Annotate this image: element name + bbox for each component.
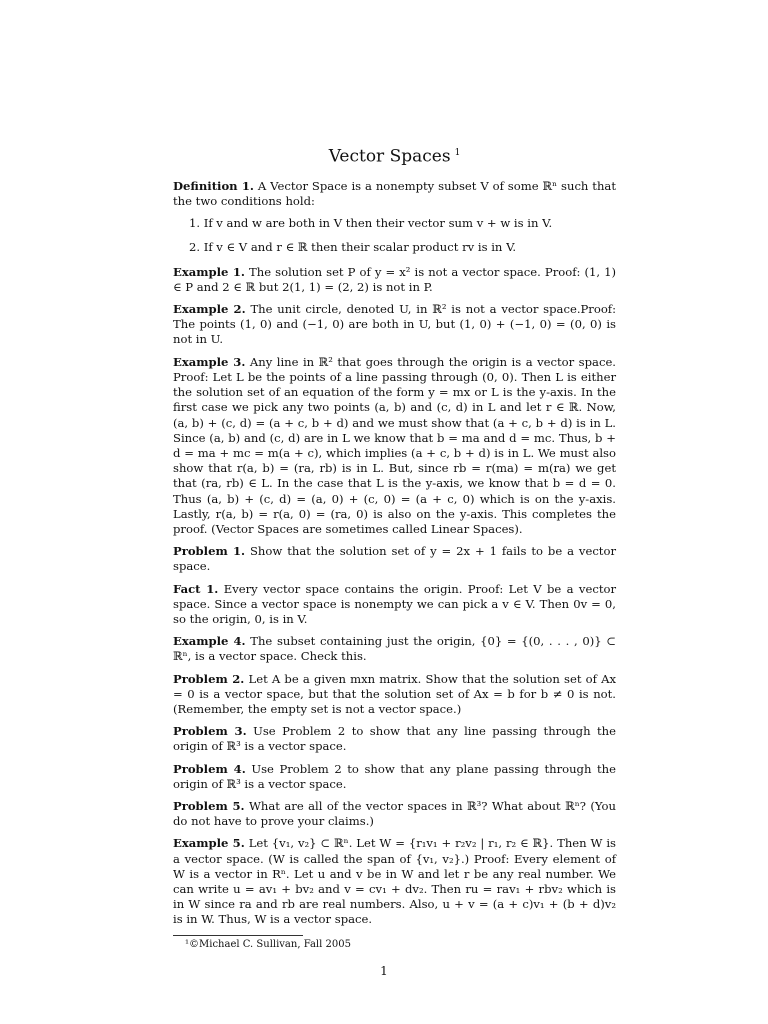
paragraph-text: Use Problem 2 to show that any plane passing through the origin of ℝ³ is a vector space.	[173, 761, 616, 791]
example-5	[173, 836, 616, 927]
paragraph-label: Problem 1.	[173, 544, 246, 559]
paragraph-text: Show that the solution set of y = 2x + 1 fails to be a vector space.	[173, 544, 616, 574]
paragraph-label: Problem 2.	[173, 671, 245, 686]
page-number: 1	[380, 964, 388, 978]
title-text: Vector Spaces	[328, 146, 451, 167]
list-item: 1. If v and w are both in V then their vector sum v + w is in V.	[189, 216, 553, 231]
paragraph-text: Any line in ℝ² that goes through the origin is a vector space. Proof: Let L be the points of a line passing through (0, 0). Then L is either the solution set of an equation of the form y = mx or L is the y-axis. In the first case we pick any two points (a, b) and (c, d) in L and let r ∈ ℝ. Now, (a, b) + (c, d) = (a + c, b + d) and we must show that (a + c, b + d) is in L. Since (a, b) and (c, d) are in L we know that b = ma and d = mc. Thus, b + d = ma + mc = m(a + c), which implies (a + c, b + d) is in L. We must also show that r(a, b) = (ra, rb) is in L. But, since rb = r(ma) = m(ra) we get that (ra, rb) ∈ L. In the case that L is the y-axis, we know that b = d = 0. Thus (a, b) + (c, d) = (a, 0) + (c, 0) = (a + c, 0) which is on the y-axis. Lastly, r(a, b) = r(a, 0) = (ra, 0) is also on the y-axis. This completes the proof. (Vector Spaces are sometimes called Linear Spaces).	[173, 354, 616, 536]
paragraph-label: Example 5.	[173, 836, 245, 851]
paragraph-text: Let {v₁, v₂} ⊂ ℝⁿ. Let W = {r₁v₁ + r₂v₂ | r₁, r₂ ∈ ℝ}. Then W is a vector space. (W is called the span of {v₁, v₂}.) Proof: Every element of W is a vector in Rⁿ. Let u and v be in W and let r be any real number. We can write u = av₁ + bv₂ and v = cv₁ + dv₂. Then ru = rav₁ + rbv₂ which is in W since ra and rb are real numbers. Also, u + v = (a + c)v₁ + (b + d)v₂ is in W. Thus, W is a vector space.	[173, 836, 617, 927]
problem-3	[173, 724, 616, 754]
problem-2	[173, 672, 616, 718]
paragraph-label: Definition 1.	[173, 178, 254, 193]
paragraph-label: Problem 5.	[173, 798, 245, 813]
paragraph-label: Example 1.	[173, 264, 245, 279]
document-page	[173, 146, 616, 951]
footnote-divider	[173, 935, 303, 936]
footnote: ¹©Michael C. Sullivan, Fall 2005	[185, 938, 351, 950]
problem-5	[173, 799, 616, 829]
paragraph-label: Example 3.	[173, 354, 246, 369]
paragraph-label: Example 2.	[173, 302, 246, 317]
fact-1	[173, 582, 616, 628]
paragraph-text: The subset containing just the origin, {0} = {(0, . . . , 0)} ⊂ ℝⁿ, is a vector space. Check this.	[173, 634, 617, 664]
paragraph-label: Problem 4.	[173, 761, 246, 776]
example-2	[173, 302, 616, 348]
example-1	[173, 265, 616, 295]
example-4	[173, 634, 616, 664]
paragraph-text: Let A be a given mxn matrix. Show that the solution set of Ax = 0 is a vector space, but that the solution set of Ax = b for b ≠ 0 is not. (Remember, the empty set is not a vector space.)	[173, 671, 617, 716]
paragraph-text: Every vector space contains the origin. Proof: Let V be a vector space. Since a vector space is nonempty we can pick a v ∈ V. Then 0v = 0, so the origin, 0, is in V.	[173, 581, 617, 626]
title-footnote-mark: 1	[454, 148, 461, 158]
definition-1	[173, 179, 616, 209]
paragraph-text: The unit circle, denoted U, in ℝ² is not a vector space.Proof: The points (1, 0) and (−1, 0) are both in U, but (1, 0) + (−1, 0) = (0, 0) is not in U.	[173, 302, 617, 347]
paragraph-text: Use Problem 2 to show that any line passing through the origin of ℝ³ is a vector space.	[173, 724, 616, 754]
problem-1	[173, 544, 616, 574]
list-item: 2. If v ∈ V and r ∈ ℝ then their scalar product rv is in V.	[189, 240, 517, 255]
paragraph-text: The solution set P of y = x² is not a vector space. Proof: (1, 1) ∈ P and 2 ∈ ℝ but 2(1, 1) = (2, 2) is not in P.	[173, 264, 617, 294]
definition-conditions-list	[189, 216, 616, 255]
paragraph-label: Fact 1.	[173, 581, 219, 596]
page-title	[173, 146, 616, 165]
paragraph-text: A Vector Space is a nonempty subset V of some ℝⁿ such that the two conditions hold:	[173, 178, 617, 209]
paragraph-text: What are all of the vector spaces in ℝ³? What about ℝⁿ? (You do not have to prove your claims.)	[173, 798, 616, 829]
paragraph-label: Example 4.	[173, 634, 246, 649]
example-3	[173, 355, 616, 537]
problem-4	[173, 762, 616, 792]
paragraph-label: Problem 3.	[173, 724, 247, 739]
